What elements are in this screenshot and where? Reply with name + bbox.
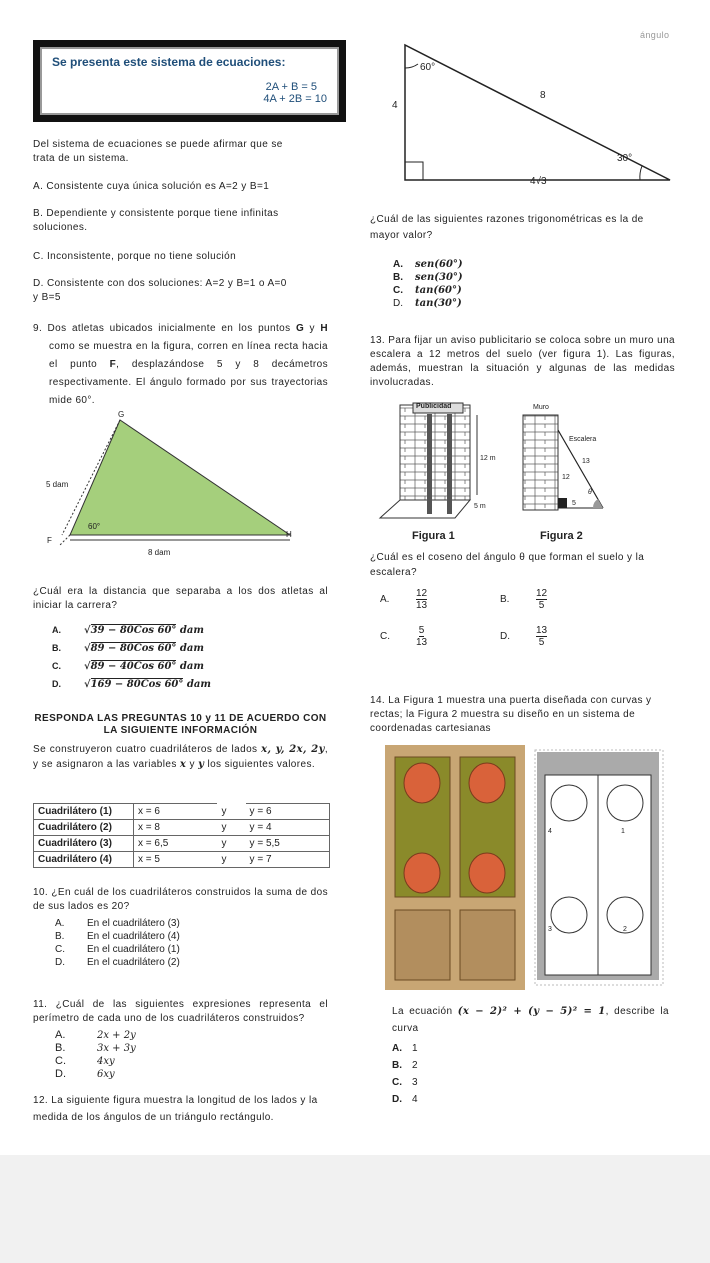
- q9-options: A. √39 − 80Cos 60° dam B. √89 − 80Cos 60° dam C. √89 − 40Cos 60° dam D. √169 − 80Cos 60° dam: [52, 625, 211, 690]
- right-triangle-figure: [370, 40, 675, 190]
- fig1-caption: Figura 1: [412, 530, 455, 542]
- equation-2: 4A + 2B = 10: [263, 93, 327, 105]
- info-heading: RESPONDA LAS PREGUNTAS 10 y 11 DE ACUERDO CON LA SIGUIENTE INFORMACIÓN: [34, 713, 327, 736]
- q12-stem: 12. La siguiente figura muestra la longitud de los lados y la medida de los ángulos de un triángulo rectángulo.: [33, 1095, 318, 1123]
- q8-option-d: D. Consistente con dos soluciones: A=2 y B=1 o A=0 y B=5: [33, 278, 287, 303]
- athletes-triangle-figure: [40, 405, 300, 560]
- q9-question: ¿Cuál era la distancia que separaba a los dos atletas al iniciar la carrera?: [33, 586, 328, 611]
- table-row: Cuadrilátero (3) x = 6,5 y y = 5,5: [34, 836, 330, 852]
- q13-options: A. $\frac{12}{13}$ B. $\frac{12}{5}$ C. $\frac{5}{13}$ D. $\frac{13}{5}$: [380, 588, 548, 648]
- hyp-label: 8: [540, 90, 546, 101]
- page-bottom-band: [0, 1155, 710, 1263]
- q10-stem: 10. ¿En cuál de los cuadriláteros construidos la suma de dos de sus lados es 20?: [33, 887, 328, 912]
- fig2-caption: Figura 2: [540, 530, 583, 542]
- angle-60-label: 60°: [420, 62, 436, 73]
- label-60: 60°: [88, 522, 101, 531]
- base-label: 4√3: [530, 176, 547, 187]
- equation-system-box: [33, 40, 346, 122]
- grid-label: 2: [623, 926, 627, 933]
- values-table: [33, 803, 330, 868]
- q13-stem: 13. Para fijar un aviso publicitario se coloca sobre un muro una escalera a 12 metros del suelo (ver figura 1). Las figuras, además, muestran la situación y algunas de las medidas involucradas.: [370, 335, 675, 388]
- q8-option-b: B. Dependiente y consistente porque tiene infinitas soluciones.: [33, 208, 279, 233]
- table-row: Cuadrilátero (1) x = 6 y y = 6: [34, 804, 330, 820]
- label-8dam: 8 dam: [148, 548, 171, 557]
- q8-option-c: C. Inconsistente, porque no tiene solución: [33, 251, 237, 262]
- cut-off-text: ángulo: [640, 30, 670, 40]
- q8-option-a: A. Consistente cuya única solución es A=2 y B=1: [33, 181, 270, 192]
- label-f: F: [47, 536, 52, 545]
- box-title: Se presenta este sistema de ecuaciones:: [52, 55, 286, 69]
- door-figures: [385, 745, 670, 990]
- q10-options: A. En el cuadrilátero (3) B. En el cuadrilátero (4) C. En el cuadrilátero (1) D. En el cuadrilátero (2): [55, 918, 180, 968]
- fig2-theta: θ: [588, 489, 592, 496]
- fig1-distance: 5 m: [474, 503, 486, 510]
- equation-1: 2A + B = 5: [265, 81, 317, 93]
- q11-options: A. 2x + 2y B. 3x + 3y C. 4xy D. 6xy: [55, 1029, 136, 1080]
- q14-stem: 14. La Figura 1 muestra una puerta diseñada con curvas y rectas; la Figura 2 muestra su diseño en un sistema de coordenadas cartesianas: [370, 695, 652, 734]
- fig2-hyp: 13: [582, 458, 590, 465]
- fig2-height: 12: [562, 474, 570, 481]
- fig1-height: 12 m: [480, 455, 496, 462]
- angle-30-label: 30°: [617, 153, 633, 164]
- grid-label: 4: [548, 828, 552, 835]
- fig1-sign: Publicidad: [416, 403, 452, 410]
- grid-label: 1: [621, 828, 625, 835]
- label-g: G: [118, 410, 125, 419]
- fig2-base: 5: [572, 500, 576, 507]
- q13-question: ¿Cuál es el coseno del ángulo θ que forman el suelo y la escalera?: [370, 552, 645, 578]
- label-h: H: [286, 530, 292, 539]
- q12-question: ¿Cuál de las siguientes razones trigonométricas es la de mayor valor?: [370, 214, 644, 241]
- grid-label: 3: [548, 926, 552, 933]
- q12-options: A. sen(60°) B. sen(30°) C. tan(60°) D. tan(30°): [393, 259, 463, 309]
- q14-equation-text: La ecuación (x − 2)² + (y − 5)² = 1, describe la curva: [392, 1006, 669, 1034]
- info-text: Se construyeron cuatro cuadriláteros de lados x, y, 2x, 2y, y se asignaron a las variables x y y los siguientes valores.: [33, 744, 328, 770]
- table-row: Cuadrilátero (2) x = 8 y y = 4: [34, 820, 330, 836]
- label-5dam: 5 dam: [46, 480, 69, 489]
- q8-stem: Del sistema de ecuaciones se puede afirmar que se trata de un sistema.: [33, 139, 283, 164]
- leg-label: 4: [392, 100, 398, 111]
- q9-stem: 9. Dos atletas ubicados inicialmente en los puntos G y H como se muestra en la figura, corren en línea recta hacia el punto F, desplazándose 5 y 8 decámetros respectivamente. El ángulo formado por sus trayectorias mide 60°.: [33, 323, 328, 406]
- fig2-ladder: Escalera: [569, 436, 597, 443]
- fig2-wall: Muro: [533, 404, 549, 411]
- table-row: Cuadrilátero (4) x = 5 y y = 7: [34, 852, 330, 868]
- q14-options: A. 1 B. 2 C. 3 D. 4: [392, 1043, 418, 1105]
- q11-stem: 11. ¿Cuál de las siguientes expresiones representa el perímetro de cada uno de los cuadriláteros construidos?: [33, 999, 328, 1024]
